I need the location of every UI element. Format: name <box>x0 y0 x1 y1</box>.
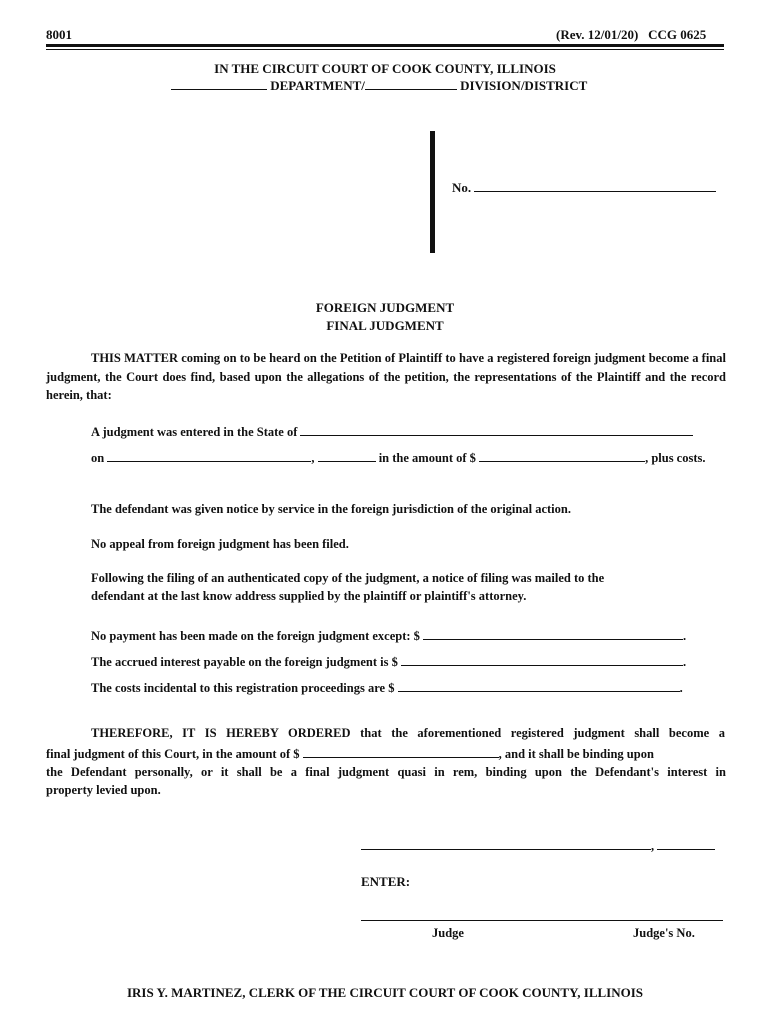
judge-signature-line[interactable] <box>361 920 723 921</box>
filing-statement-line2: defendant at the last know address supplied by the plaintiff or plaintiff's attorney. <box>91 589 527 603</box>
state-blank[interactable] <box>300 424 693 436</box>
no-payment-line <box>91 628 686 644</box>
plus-costs-label: , plus costs. <box>645 451 706 465</box>
costs-label: The costs incidental to this registration proceedings are $ <box>91 681 395 695</box>
judge-label: Judge <box>432 926 464 940</box>
interest-amount-blank[interactable] <box>401 654 683 666</box>
enter-label: ENTER: <box>361 874 411 889</box>
document-title: FOREIGN JUDGMENT <box>315 300 455 315</box>
department-label: DEPARTMENT/ <box>270 78 365 93</box>
header-rule-thin <box>46 49 724 50</box>
order-line2 <box>46 746 654 762</box>
entry-date-blank[interactable] <box>361 838 651 850</box>
division-blank[interactable] <box>365 78 457 90</box>
notice-statement: The defendant was given notice by service in the foreign jurisdiction of the original action. <box>91 502 571 516</box>
judgment-amount-blank[interactable] <box>479 450 645 462</box>
judgment-year-blank[interactable] <box>318 450 376 462</box>
case-number-label: No. <box>452 180 472 195</box>
clerk-footer: IRIS Y. MARTINEZ, CLERK OF THE CIRCUIT COURT OF COOK COUNTY, ILLINOIS <box>126 985 644 1000</box>
period: . <box>679 681 683 695</box>
state-label: A judgment was entered in the State of <box>91 425 298 439</box>
caption-bracket <box>430 131 435 253</box>
costs-line <box>91 680 683 696</box>
no-appeal-statement: No appeal from foreign judgment has been filed. <box>91 537 349 551</box>
amount-label: in the amount of $ <box>378 451 476 465</box>
order-binding-label: , and it shall be binding upon <box>498 747 654 761</box>
date-signature-line <box>361 838 715 854</box>
date-comma: , <box>311 451 315 465</box>
period: . <box>683 629 687 643</box>
on-label: on <box>91 451 105 465</box>
case-number-blank[interactable] <box>474 180 716 192</box>
judge-number-label: Judge's No. <box>633 926 695 940</box>
interest-line <box>91 654 686 670</box>
division-label: DIVISION/DISTRICT <box>460 78 588 93</box>
order-amount-label: final judgment of this Court, in the amount of $ <box>46 747 300 761</box>
interest-label: The accrued interest payable on the foreign judgment is $ <box>91 655 398 669</box>
filing-statement-line1: Following the filing of an authenticated copy of the judgment, a notice of filing was mailed to the <box>91 571 605 585</box>
state-line <box>91 424 693 440</box>
no-payment-label: No payment has been made on the foreign judgment except: $ <box>91 629 420 643</box>
order-line3: the Defendant personally, or it shall be a final judgment quasi in rem, binding upon the Defendant's interest in <box>46 765 726 779</box>
form-number: 8001 <box>46 27 72 42</box>
revision-code: (Rev. 12/01/20) CCG 0625 <box>556 27 707 42</box>
order-line1: THEREFORE, IT IS HEREBY ORDERED that the aforementioned registered judgment shall become a <box>91 726 725 740</box>
department-blank[interactable] <box>171 78 267 90</box>
intro-paragraph: THIS MATTER coming on to be heard on the Petition of Plaintiff to have a registered foreign judgment become a final judgment, the Court does find, based upon the allegations of the petition, the representations of the Plaintiff and the record herein, that: <box>46 351 726 402</box>
order-line4: property levied upon. <box>46 783 161 797</box>
order-amount-blank[interactable] <box>303 746 499 758</box>
costs-amount-blank[interactable] <box>398 680 680 692</box>
entry-year-blank[interactable] <box>657 838 715 850</box>
department-division-line <box>171 78 587 94</box>
signature-comma: , <box>651 839 655 853</box>
date-amount-line <box>91 450 706 466</box>
court-heading: IN THE CIRCUIT COURT OF COOK COUNTY, ILLINOIS <box>214 61 556 76</box>
judgment-date-blank[interactable] <box>107 450 311 462</box>
period: . <box>682 655 687 669</box>
payment-amount-blank[interactable] <box>423 628 683 640</box>
document-subtitle: FINAL JUDGMENT <box>326 318 444 333</box>
case-number-line <box>452 180 716 196</box>
header-rule <box>46 44 724 47</box>
